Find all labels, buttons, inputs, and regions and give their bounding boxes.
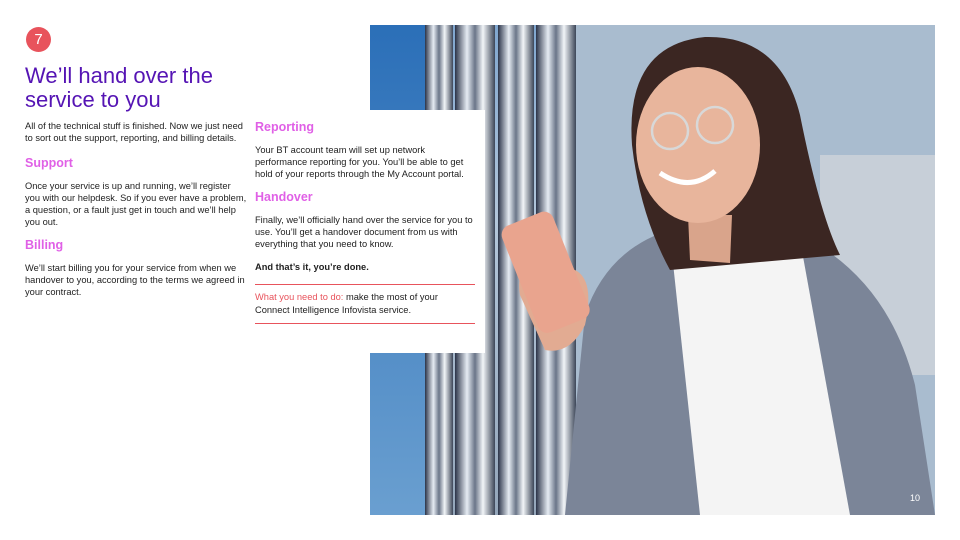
page-title: We’ll hand over the service to you	[25, 63, 213, 112]
divider-top	[255, 284, 475, 285]
handover-heading: Handover	[255, 190, 313, 204]
content-panel	[247, 110, 485, 353]
intro-text: All of the technical stuff is finished. Now we just need to sort out the support, reporting, and billing details.	[25, 121, 243, 143]
reporting-text: Your BT account team will set up network performance reporting for you. You’ll be able to get hold of your reports through the My Account portal.	[255, 145, 464, 179]
closing-text: And that’s it, you’re done.	[255, 262, 369, 272]
support-text: Once your service is up and running, we’ll register you with our helpdesk. So if you ever have a problem, a question, or a fault just get in touch and we’ll help you out.	[25, 181, 247, 227]
what-you-need-text: make the most of your Connect Intelligence Infovista service.	[255, 292, 438, 315]
what-you-need-callout	[255, 291, 475, 317]
reporting-heading: Reporting	[255, 120, 315, 134]
billing-heading: Billing	[25, 238, 64, 252]
what-you-need-label: What you need to do:	[255, 292, 344, 302]
billing-text: We’ll start billing you for your service from when we handover to you, according to the terms we agreed in your contract.	[25, 263, 245, 297]
divider-bottom	[255, 323, 475, 324]
page-number: 10	[909, 493, 920, 503]
support-heading: Support	[25, 156, 73, 170]
left-column	[25, 120, 247, 298]
handover-text: Finally, we’ll officially hand over the service for you to use. You’ll get a handover document from us with everything that you need to know.	[255, 215, 473, 249]
step-number-badge: 7	[26, 27, 51, 52]
